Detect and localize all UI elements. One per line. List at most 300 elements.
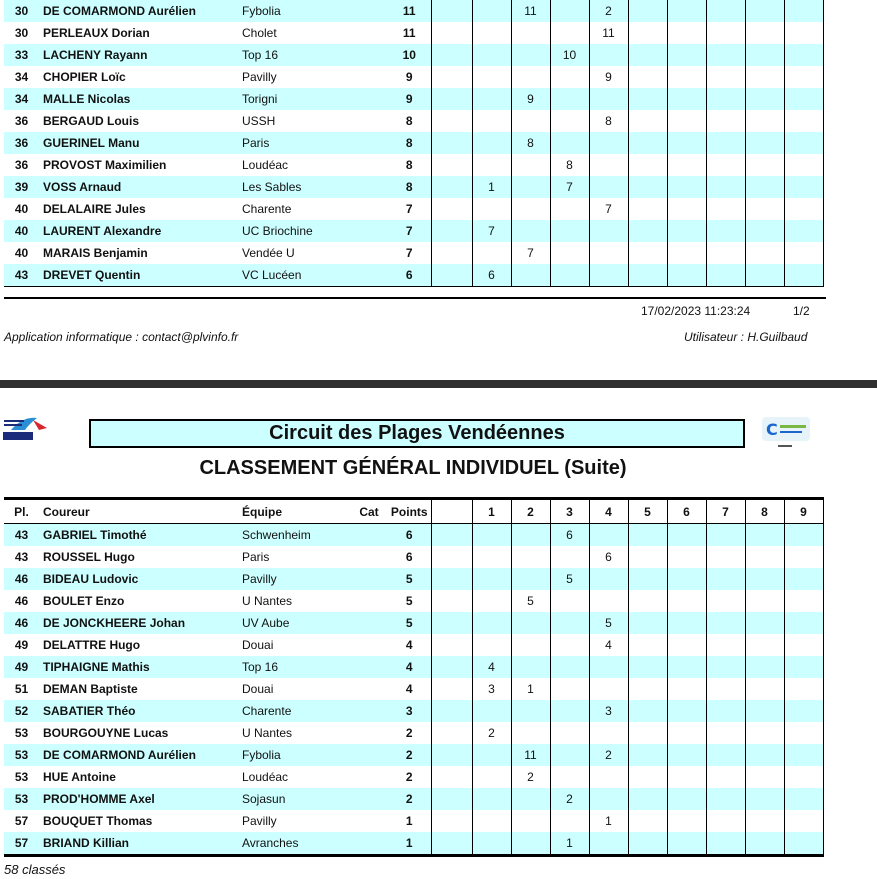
stage-6-cell (667, 678, 706, 700)
team-cell: Fybolia (239, 744, 350, 766)
category-cell (350, 220, 388, 242)
stage-6-cell (667, 590, 706, 612)
team-cell: UC Briochine (239, 220, 350, 242)
stage-1-cell (472, 788, 511, 810)
stage-2-cell: 5 (511, 590, 550, 612)
stage-2-cell (511, 264, 550, 287)
stage-9-cell (784, 700, 823, 722)
stage-9-cell (784, 88, 823, 110)
stage-9-cell (784, 612, 823, 634)
stage-7-cell (706, 176, 745, 198)
place-cell: 33 (4, 44, 39, 66)
points-cell: 5 (388, 568, 431, 590)
team-cell: U Nantes (242, 726, 293, 740)
points-cell: 9 (388, 88, 431, 110)
stage-1-cell (472, 810, 511, 832)
stage-6-cell (667, 722, 706, 744)
team-cell: Pavilly (242, 70, 277, 84)
stage-6-cell (667, 656, 706, 678)
stage-2-cell (511, 44, 550, 66)
stage-2-cell (511, 176, 550, 198)
stage-4-cell (589, 44, 628, 66)
stage-9-cell (784, 590, 823, 612)
blank-cell (431, 788, 472, 810)
stage-4-cell (589, 722, 628, 744)
category-cell (350, 700, 388, 722)
rider-name-cell: DELATTRE Hugo (43, 638, 141, 652)
stage-9-cell (784, 176, 823, 198)
team-cell: Douai (242, 682, 274, 696)
header-team: Équipe (239, 499, 350, 524)
rider-name-cell: MALLE Nicolas (39, 88, 239, 110)
table-row (4, 176, 823, 198)
stage-3-cell (550, 0, 589, 22)
table-row (4, 832, 823, 856)
stage-5-cell (628, 546, 667, 568)
category-cell (350, 678, 388, 700)
stage-8-cell (745, 110, 784, 132)
team-cell: Top 16 (239, 44, 350, 66)
table-row (4, 154, 823, 176)
stage-2-cell: 8 (511, 132, 550, 154)
stage-6-cell (667, 176, 706, 198)
ranking-subtitle: CLASSEMENT GÉNÉRAL INDIVIDUEL (Suite) (199, 457, 627, 479)
stage-6-cell (667, 634, 706, 656)
place-cell: 43 (4, 264, 39, 287)
rider-name-cell: CHOPIER Loïc (43, 70, 126, 84)
category-cell (350, 110, 388, 132)
blank-cell (431, 0, 472, 22)
category-cell (350, 44, 388, 66)
stage-7-cell (706, 524, 745, 547)
blank-cell (431, 832, 472, 856)
table-row (4, 220, 823, 242)
blank-cell (431, 634, 472, 656)
team-cell: Les Sables (239, 176, 350, 198)
stage-2-cell (511, 788, 550, 810)
category-cell (350, 634, 388, 656)
blank-cell (431, 700, 472, 722)
stage-8-cell (745, 722, 784, 744)
stage-5-cell (628, 154, 667, 176)
stage-4-cell: 11 (589, 22, 628, 44)
table-row (4, 656, 823, 678)
rider-name-cell: ROUSSEL Hugo (43, 550, 135, 564)
stage-1-cell (472, 154, 511, 176)
stage-5-cell (628, 590, 667, 612)
stage-9-cell (784, 242, 823, 264)
points-cell: 11 (388, 0, 431, 22)
category-cell (350, 568, 388, 590)
category-cell (350, 810, 388, 832)
blank-cell (431, 590, 472, 612)
stage-1-cell: 3 (472, 678, 511, 700)
stage-8-cell (745, 198, 784, 220)
stage-3-cell: 2 (550, 788, 589, 810)
stage-5-cell (628, 766, 667, 788)
stage-5-cell (628, 242, 667, 264)
table-row (4, 524, 823, 547)
stage-3-cell (550, 22, 589, 44)
stage-4-cell: 8 (589, 110, 628, 132)
table-row (4, 264, 823, 287)
stage-2-cell (511, 66, 550, 88)
sponsor-logo-letter: C (766, 420, 778, 439)
stage-1-cell (472, 700, 511, 722)
user-credit: Utilisateur : H.Guilbaud (684, 330, 808, 344)
stage-9-cell (784, 0, 823, 22)
rider-name-cell: MARAIS Benjamin (43, 246, 148, 260)
header-stage-2: 2 (511, 499, 550, 524)
team-cell: Pavilly (242, 814, 277, 828)
table-row (4, 744, 823, 766)
stage-9-cell (784, 722, 823, 744)
stage-6-cell (667, 132, 706, 154)
rider-name-cell: DE COMARMOND Aurélien (39, 744, 239, 766)
stage-7-cell (706, 832, 745, 856)
team-cell: Cholet (242, 26, 277, 40)
stage-8-cell (745, 832, 784, 856)
stage-2-cell: 11 (511, 744, 550, 766)
header-rider: Coureur (39, 499, 239, 524)
place-cell: 40 (14, 246, 29, 260)
stage-8-cell (745, 242, 784, 264)
stage-1-cell (472, 634, 511, 656)
stage-1-cell: 7 (472, 220, 511, 242)
team-cell: Pavilly (239, 568, 350, 590)
team-cell: Torigni (239, 88, 350, 110)
place-cell: 36 (4, 132, 39, 154)
points-cell: 3 (388, 700, 431, 722)
table-row (4, 110, 823, 132)
rider-name-cell: BIDEAU Ludovic (39, 568, 239, 590)
stage-3-cell (550, 546, 589, 568)
points-cell: 2 (388, 744, 431, 766)
stage-7-cell (706, 0, 745, 22)
blank-cell (431, 810, 472, 832)
blank-cell (431, 612, 472, 634)
stage-5-cell (628, 634, 667, 656)
points-cell: 10 (388, 44, 431, 66)
stage-2-cell (511, 524, 550, 547)
stage-5-cell (628, 176, 667, 198)
rider-name-cell: HUE Antoine (43, 770, 116, 784)
stage-2-cell: 9 (511, 88, 550, 110)
stage-4-cell: 7 (589, 198, 628, 220)
stage-6-cell (667, 546, 706, 568)
stage-2-cell (511, 612, 550, 634)
stage-5-cell (628, 110, 667, 132)
points-cell: 7 (388, 242, 431, 264)
stage-8-cell (745, 766, 784, 788)
stage-1-cell (472, 744, 511, 766)
category-cell (350, 242, 388, 264)
points-cell: 7 (388, 198, 431, 220)
place-cell: 49 (4, 656, 39, 678)
stage-6-cell (667, 568, 706, 590)
stage-8-cell (745, 788, 784, 810)
header-stage-9: 9 (784, 499, 823, 524)
place-cell: 30 (4, 0, 39, 22)
stage-2-cell (511, 22, 550, 44)
points-cell: 8 (388, 132, 431, 154)
team-cell: Douai (242, 638, 274, 652)
stage-7-cell (706, 700, 745, 722)
category-cell (350, 176, 388, 198)
stage-5-cell (628, 132, 667, 154)
stage-7-cell (706, 88, 745, 110)
stage-8-cell (745, 264, 784, 287)
rider-name-cell: LAURENT Alexandre (39, 220, 239, 242)
stage-7-cell (706, 568, 745, 590)
stage-4-cell (589, 242, 628, 264)
stage-3-cell (550, 678, 589, 700)
stage-7-cell (706, 44, 745, 66)
stage-9-cell (784, 264, 823, 287)
stage-1-cell (472, 612, 511, 634)
table-row (4, 22, 823, 44)
stage-1-cell (472, 132, 511, 154)
stage-3-cell (550, 110, 589, 132)
stage-9-cell (784, 132, 823, 154)
stage-3-cell: 1 (550, 832, 589, 856)
stage-7-cell (706, 766, 745, 788)
stage-2-cell (511, 722, 550, 744)
rider-name-cell: DEMAN Baptiste (43, 682, 138, 696)
place-cell: 40 (14, 202, 29, 216)
category-cell (350, 132, 388, 154)
stage-8-cell (745, 546, 784, 568)
stage-8-cell (745, 220, 784, 242)
stage-7-cell (706, 722, 745, 744)
stage-6-cell (667, 788, 706, 810)
stage-6-cell (667, 66, 706, 88)
stage-3-cell (550, 766, 589, 788)
team-cell: Schwenheim (239, 524, 350, 547)
stage-9-cell (784, 656, 823, 678)
blank-cell (431, 678, 472, 700)
points-cell: 9 (388, 66, 431, 88)
place-cell: 43 (14, 550, 29, 564)
rider-name-cell: DE COMARMOND Aurélien (39, 0, 239, 22)
stage-9-cell (784, 568, 823, 590)
stage-2-cell (511, 154, 550, 176)
table-row (4, 766, 823, 788)
place-cell: 36 (14, 114, 29, 128)
stage-8-cell (745, 66, 784, 88)
stage-3-cell (550, 198, 589, 220)
stage-4-cell (589, 766, 628, 788)
stage-4-cell (589, 154, 628, 176)
page1-footer-rule (4, 297, 826, 299)
stage-1-cell: 2 (472, 722, 511, 744)
points-cell: 1 (388, 832, 431, 856)
print-datetime: 17/02/2023 11:23:24 (641, 304, 751, 318)
stage-8-cell (745, 612, 784, 634)
stage-2-cell: 11 (511, 0, 550, 22)
stage-8-cell (745, 568, 784, 590)
stage-5-cell (628, 220, 667, 242)
stage-8-cell (745, 700, 784, 722)
rider-name-cell: DE JONCKHEERE Johan (39, 612, 239, 634)
rider-name-cell: GABRIEL Timothé (39, 524, 239, 547)
rider-name-cell: PERLEAUX Dorian (43, 26, 150, 40)
stage-3-cell (550, 220, 589, 242)
table-row (4, 546, 823, 568)
stage-4-cell: 2 (589, 744, 628, 766)
blank-cell (431, 22, 472, 44)
stage-1-cell (472, 832, 511, 856)
stage-7-cell (706, 612, 745, 634)
stage-2-cell (511, 700, 550, 722)
place-cell: 53 (14, 726, 29, 740)
header-stage-8: 8 (745, 499, 784, 524)
stage-2-cell (511, 832, 550, 856)
stage-5-cell (628, 264, 667, 287)
stage-6-cell (667, 0, 706, 22)
stage-8-cell (745, 656, 784, 678)
stage-4-cell (589, 264, 628, 287)
ranking-table-page1 (4, 0, 824, 287)
table-row (4, 612, 823, 634)
stage-3-cell (550, 744, 589, 766)
stage-8-cell (745, 524, 784, 547)
stage-9-cell (784, 110, 823, 132)
blank-cell (431, 44, 472, 66)
race-title: Circuit des Plages Vendéennes (89, 419, 745, 448)
table-row (4, 198, 823, 220)
stage-2-cell: 2 (511, 766, 550, 788)
stage-9-cell (784, 220, 823, 242)
blank-cell (431, 524, 472, 547)
category-cell (350, 88, 388, 110)
points-cell: 4 (388, 678, 431, 700)
stage-7-cell (706, 744, 745, 766)
stage-6-cell (667, 88, 706, 110)
category-cell (350, 656, 388, 678)
place-cell: 49 (14, 638, 29, 652)
blank-cell (431, 242, 472, 264)
rider-name-cell: LACHENY Rayann (39, 44, 239, 66)
blank-cell (431, 744, 472, 766)
stage-1-cell (472, 198, 511, 220)
stage-8-cell (745, 744, 784, 766)
header-blank (431, 499, 472, 524)
category-cell (350, 154, 388, 176)
stage-4-cell (589, 132, 628, 154)
stage-5-cell (628, 678, 667, 700)
rider-name-cell: VOSS Arnaud (39, 176, 239, 198)
classified-count: 58 classés (4, 862, 66, 877)
stage-7-cell (706, 656, 745, 678)
stage-9-cell (784, 766, 823, 788)
team-cell: Loudéac (242, 770, 289, 784)
place-cell: 52 (4, 700, 39, 722)
stage-1-cell (472, 110, 511, 132)
stage-8-cell (745, 634, 784, 656)
stage-3-cell: 5 (550, 568, 589, 590)
table-header-row (4, 499, 823, 524)
points-cell: 8 (388, 154, 431, 176)
team-cell: Avranches (239, 832, 350, 856)
rider-name-cell: BERGAUD Louis (43, 114, 139, 128)
points-cell: 5 (388, 590, 431, 612)
stage-6-cell (667, 524, 706, 547)
table-row (4, 88, 823, 110)
category-cell (350, 612, 388, 634)
points-cell: 4 (388, 656, 431, 678)
table-row (4, 700, 823, 722)
rider-name-cell: BRIAND Killian (39, 832, 239, 856)
stage-3-cell: 8 (550, 154, 589, 176)
stage-7-cell (706, 22, 745, 44)
stage-1-cell (472, 524, 511, 547)
stage-8-cell (745, 88, 784, 110)
points-cell: 8 (388, 176, 431, 198)
blank-cell (431, 176, 472, 198)
stage-9-cell (784, 788, 823, 810)
stage-5-cell (628, 832, 667, 856)
stage-7-cell (706, 634, 745, 656)
ranking-table-page2 (4, 497, 824, 857)
stage-9-cell (784, 832, 823, 856)
stage-2-cell (511, 110, 550, 132)
stage-4-cell (589, 832, 628, 856)
table-row (4, 722, 823, 744)
points-cell: 2 (388, 788, 431, 810)
team-cell: Sojasun (239, 788, 350, 810)
stage-4-cell (589, 220, 628, 242)
points-cell: 8 (388, 110, 431, 132)
stage-9-cell (784, 634, 823, 656)
points-cell: 6 (388, 524, 431, 547)
stage-6-cell (667, 242, 706, 264)
header-stage-7: 7 (706, 499, 745, 524)
stage-5-cell (628, 568, 667, 590)
stage-6-cell (667, 700, 706, 722)
stage-8-cell (745, 678, 784, 700)
team-cell: Paris (242, 550, 270, 564)
stage-3-cell: 6 (550, 524, 589, 547)
stage-8-cell (745, 810, 784, 832)
stage-4-cell (589, 590, 628, 612)
stage-4-cell (589, 656, 628, 678)
stage-4-cell (589, 568, 628, 590)
rider-name-cell: SABATIER Théo (39, 700, 239, 722)
place-cell: 57 (14, 814, 29, 828)
stage-4-cell (589, 788, 628, 810)
stage-5-cell (628, 22, 667, 44)
table-row (4, 132, 823, 154)
stage-3-cell: 10 (550, 44, 589, 66)
stage-7-cell (706, 810, 745, 832)
stage-5-cell (628, 700, 667, 722)
stage-9-cell (784, 678, 823, 700)
blank-cell (431, 766, 472, 788)
stage-6-cell (667, 766, 706, 788)
table-row (4, 678, 823, 700)
place-cell: 46 (14, 594, 29, 608)
stage-5-cell (628, 744, 667, 766)
stage-1-cell (472, 0, 511, 22)
stage-6-cell (667, 220, 706, 242)
page-separator (0, 380, 877, 388)
table-row (4, 634, 823, 656)
stage-4-cell: 2 (589, 0, 628, 22)
category-cell (350, 744, 388, 766)
header-stage-3: 3 (550, 499, 589, 524)
table-row (4, 810, 823, 832)
